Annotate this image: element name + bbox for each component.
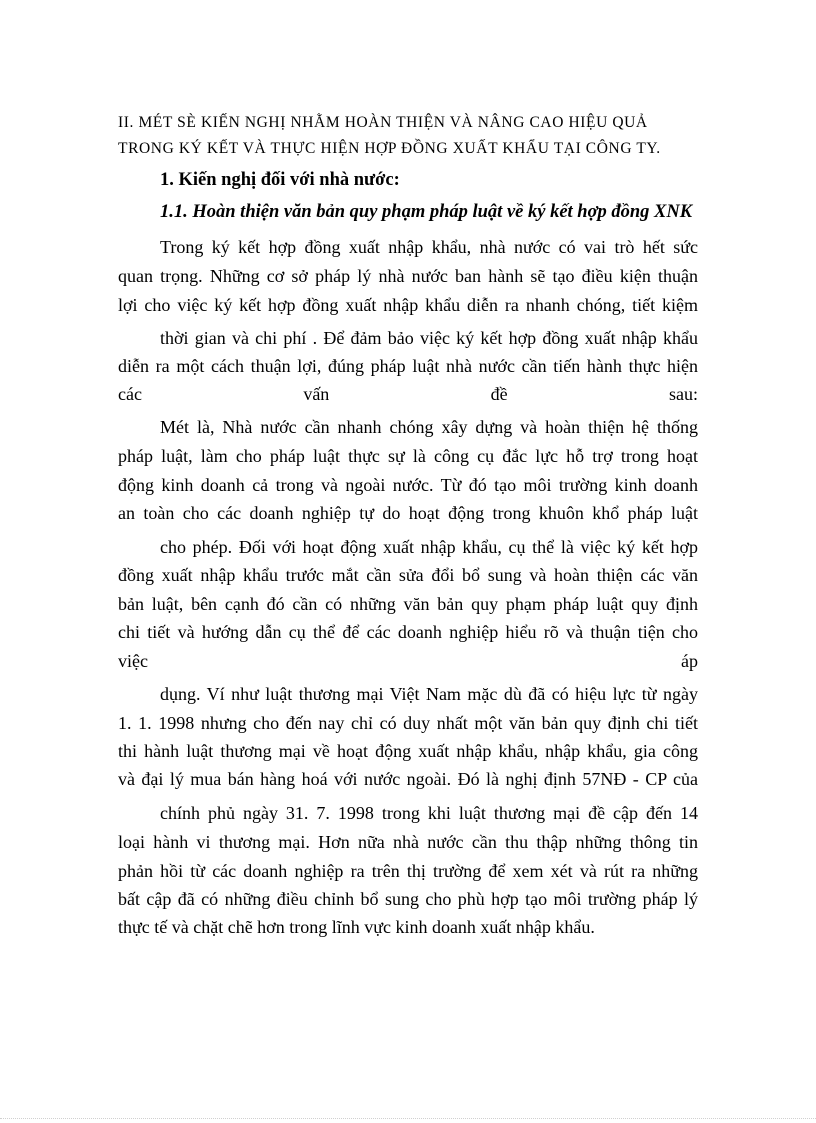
paragraph-line: Mét là, Nhà nước cần nhanh chóng xây dựng và hoàn thiện hệ thống [160,417,698,437]
paragraph-line: lợi cho việc ký kết hợp đồng xuất nhập khẩu diễn ra nhanh chóng, tiết kiệm [118,295,698,315]
paragraph-line: 1. 1. 1998 nhưng cho đến nay chỉ có duy nhất một văn bản quy định chi tiết [118,713,698,733]
subsection-title: 1.1. Hoàn thiện văn bản quy phạm pháp luật về ký kết hợp đồng XNK [160,202,693,222]
paragraph-line: phản hồi từ các doanh nghiệp ra trên thị trường để xem xét và rút ra những [118,861,698,881]
paragraph-line: động kinh doanh cả trong và ngoài nước. Từ đó tạo môi trường kinh doanh [118,475,698,495]
page-bottom-divider [0,1118,816,1119]
paragraph-line: pháp luật, làm cho pháp luật thực sự là công cụ đắc lực hỗ trợ trong hoạt [118,446,698,466]
paragraph-line: việc áp [118,651,698,671]
paragraph-line: dụng. Ví như luật thương mại Việt Nam mặc dù đã có hiệu lực từ ngày [160,684,698,704]
heading-line-2: TRONG KÝ KẾT VÀ THỰC HIỆN HỢP ĐỒNG XUẤT KHẨU TẠI CÔNG TY. [118,140,661,157]
paragraph-line: cho phép. Đối với hoạt động xuất nhập khẩu, cụ thể là việc ký kết hợp [160,537,698,557]
paragraph-line: diễn ra một cách thuận lợi, đúng pháp luật nhà nước cần tiến hành thực hiện [118,356,698,376]
paragraph-line: loại hành vi thương mại. Hơn nữa nhà nước cần thu thập những thông tin [118,832,698,852]
paragraph-line: các vấn đề sau: [118,384,698,404]
heading-line-1: II. MÉT SÈ KIẾN NGHỊ NHẰM HOÀN THIỆN VÀ NÂNG CAO HIỆU QUẢ [118,114,648,131]
paragraph-line: đồng xuất nhập khẩu trước mắt cần sửa đổi bổ sung và hoàn thiện các văn [118,565,698,585]
paragraph-line: thực tế và chặt chẽ hơn trong lĩnh vực kinh doanh xuất nhập khẩu. [118,917,595,937]
paragraph-line: quan trọng. Những cơ sở pháp lý nhà nước ban hành sẽ tạo điều kiện thuận [118,266,698,286]
paragraph-line: Trong ký kết hợp đồng xuất nhập khẩu, nhà nước có vai trò hết sức [160,237,698,257]
section-title: 1. Kiến nghị đối với nhà nước: [160,170,400,190]
paragraph-line: an toàn cho các doanh nghiệp tự do hoạt động trong khuôn khổ pháp luật [118,503,698,523]
paragraph-line: và đại lý mua bán hàng hoá với nước ngoài. Đó là nghị định 57NĐ - CP của [118,769,698,789]
paragraph-line: bất cập đã có những điều chỉnh bổ sung cho phù hợp tạo môi trường pháp lý [118,889,698,909]
paragraph-line: chính phủ ngày 31. 7. 1998 trong khi luật thương mại đề cập đến 14 [160,803,698,823]
paragraph-line: bản luật, bên cạnh đó cần có những văn bản quy phạm pháp luật quy định [118,594,698,614]
paragraph-line: thi hành luật thương mại về hoạt động xuất nhập khẩu, nhập khẩu, gia công [118,741,698,761]
paragraph-line: thời gian và chi phí . Để đảm bảo việc ký kết hợp đồng xuất nhập khẩu [160,328,698,348]
paragraph-line: chi tiết và hướng dẫn cụ thể để các doanh nghiệp hiểu rõ và thuận tiện cho [118,622,698,642]
